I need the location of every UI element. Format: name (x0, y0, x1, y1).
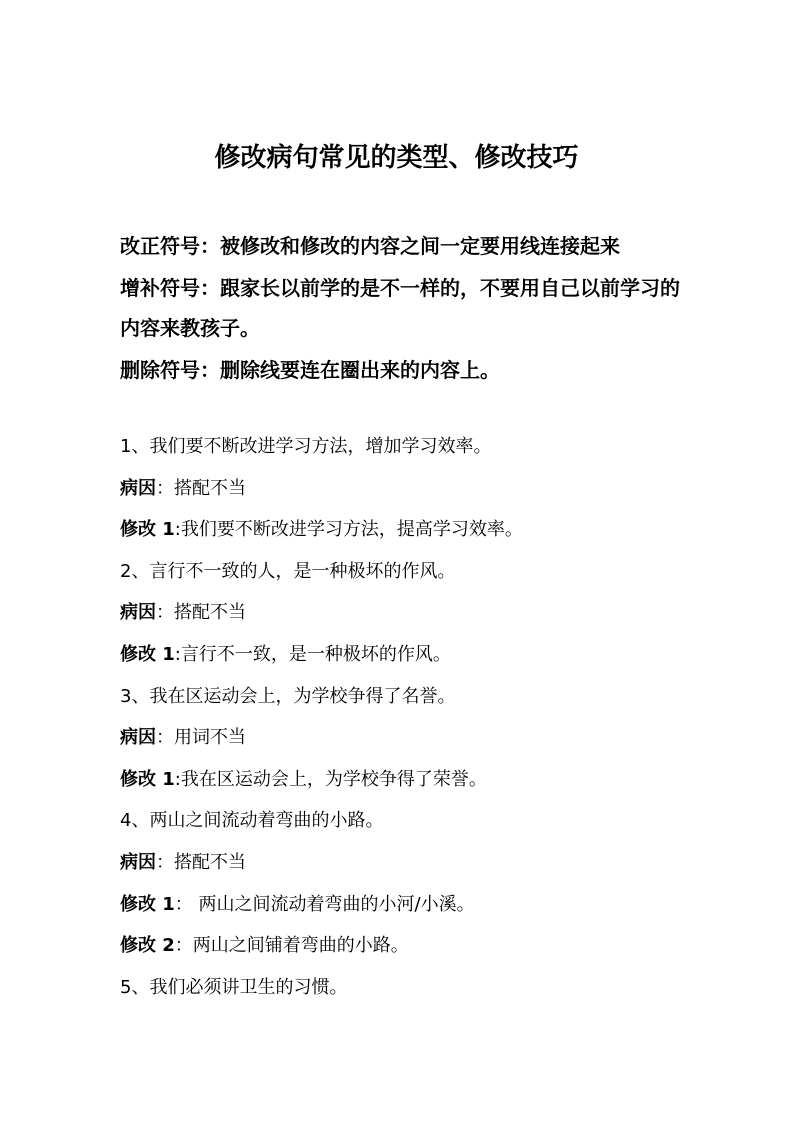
example-line (120, 476, 680, 518)
symbol-replace-paragraph: 改正符号：被修改和修改的内容之间一定要用线连接起来 (120, 234, 620, 258)
line-text: ：两山之间铺着弯曲的小路。 (174, 935, 409, 957)
line-label: 修改 2 (120, 935, 175, 957)
example-line (120, 600, 680, 642)
example-line (120, 850, 680, 892)
line-text: 1、我们要不断改进学习方法，增加学习效率。 (120, 436, 492, 457)
examples-list (120, 434, 680, 1016)
line-text: 5、我们必须讲卫生的习惯。 (120, 976, 348, 998)
example-line (120, 975, 680, 1017)
line-text: ： 两山之间流动着弯曲的小河/小溪。 (174, 893, 475, 915)
symbol-insert-paragraph: 增补符号：跟家长以前学的是不一样的，不要用自己以前学习的内容来教孩子。 (120, 276, 680, 340)
line-text: :我们要不断改进学习方法，提高学习效率。 (174, 519, 523, 541)
line-label: 病因 (120, 477, 156, 499)
example-line (120, 933, 680, 975)
line-text: ：搭配不当 (156, 851, 246, 873)
line-label: 修改 1 (120, 893, 175, 915)
example-line (120, 725, 680, 767)
line-text: ：用词不当 (156, 727, 246, 749)
line-text: :言行不一致，是一种极坏的作风。 (174, 643, 451, 665)
line-text: 2、言行不一致的人，是一种极坏的作风。 (120, 560, 456, 582)
example-line (120, 434, 680, 476)
correction-symbols-section (120, 226, 680, 392)
line-label: 修改 1 (120, 768, 175, 790)
page-title: 修改病句常见的类型、修改技巧 (214, 143, 579, 173)
example-line (120, 559, 680, 601)
line-label: 病因 (120, 851, 156, 873)
line-text: 3、我在区运动会上，为学校争得了名誉。 (120, 685, 456, 707)
example-line (120, 767, 680, 809)
example-line (120, 642, 680, 684)
line-label: 病因 (120, 727, 156, 749)
example-line (120, 808, 680, 850)
example-line (120, 892, 680, 934)
line-label: 病因 (120, 602, 156, 624)
line-label: 修改 1 (120, 643, 175, 665)
line-text: :我在区运动会上，为学校争得了荣誉。 (174, 768, 487, 790)
example-line (120, 684, 680, 726)
line-text: 4、两山之间流动着弯曲的小路。 (120, 810, 384, 832)
symbol-delete-paragraph: 删除符号：删除线要连在圈出来的内容上。 (120, 358, 500, 382)
line-text: ：搭配不当 (156, 477, 246, 499)
line-label: 修改 1 (120, 519, 175, 541)
example-line (120, 517, 680, 559)
line-text: ：搭配不当 (156, 602, 246, 624)
